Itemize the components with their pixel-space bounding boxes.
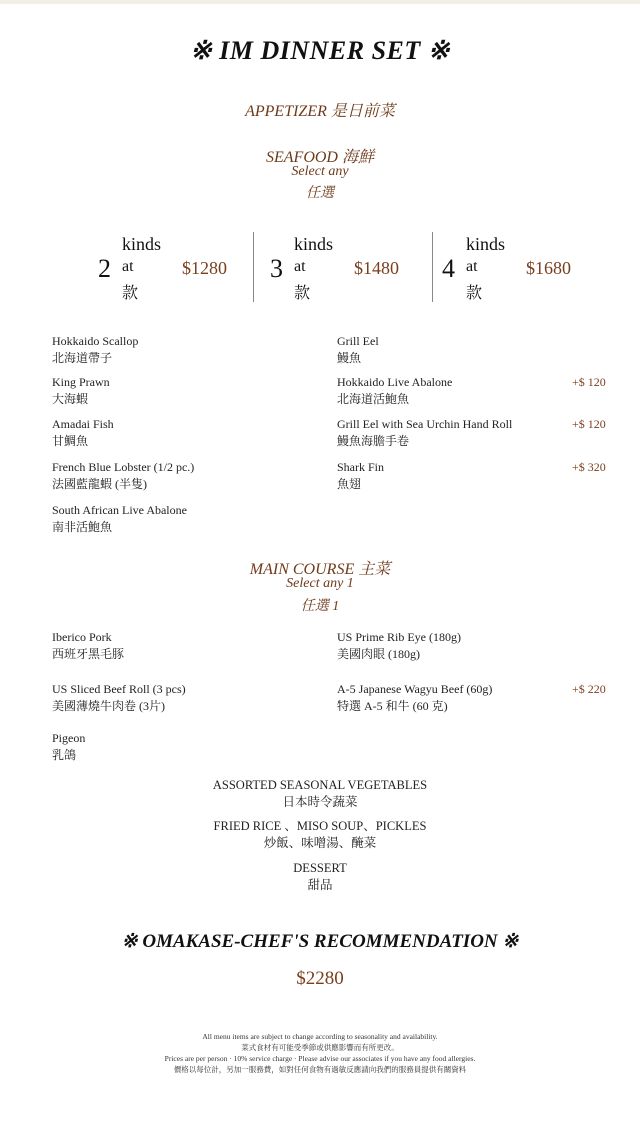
seafood-item: [337, 416, 512, 450]
main-item: [52, 730, 85, 764]
price-option-4: [442, 232, 592, 304]
item-name-zh: 特選 A-5 和牛 (60 克): [337, 699, 448, 713]
main-item: [52, 629, 124, 663]
surcharge-label: +$ 320: [572, 460, 606, 474]
item-name-en: King Prawn: [52, 375, 110, 389]
price-divider: [253, 232, 254, 302]
side-name-en: ASSORTED SEASONAL VEGETABLES: [212, 778, 428, 792]
option-kinds: kinds: [122, 234, 162, 254]
price-divider: [432, 232, 433, 302]
seafood-item: [52, 374, 110, 408]
option-count: 2: [98, 254, 111, 283]
fine-print: [0, 1031, 640, 1075]
main-select-en: Select any 1: [286, 576, 354, 591]
item-name-zh: 魚翅: [337, 477, 362, 491]
seafood-item: [337, 374, 452, 408]
fine-print-line: 價格以每位計，另加一服務費，如對任何食物有過敏反應請向我們的服務員提供有關資料: [173, 1065, 467, 1074]
item-name-zh: 乳鴿: [52, 748, 77, 762]
appetizer-heading: APPETIZER 是日前菜: [245, 103, 395, 120]
seafood-select-en: Select any: [291, 164, 349, 179]
side-name-zh: 日本時令蔬菜: [282, 795, 358, 809]
option-count: 3: [270, 254, 283, 283]
main-course-heading: MAIN COURSE 主菜: [249, 561, 391, 578]
item-name-en: Hokkaido Live Abalone: [337, 375, 453, 389]
seafood-item: [52, 416, 114, 450]
side-name-en: FRIED RICE 、MISO SOUP、PICKLES: [213, 819, 427, 833]
item-name-zh: 北海道帶子: [52, 351, 113, 365]
item-name-zh: 西班牙黑毛豚: [52, 647, 125, 661]
item-name-en: Grill Eel: [337, 334, 379, 348]
menu-title: ※ IM DINNER SET ※: [189, 36, 451, 65]
main-select-zh: 任選 1: [300, 599, 340, 614]
item-name-zh: 北海道活鮑魚: [337, 392, 410, 406]
main-item: [337, 681, 492, 715]
surcharge-label: +$ 120: [572, 417, 606, 431]
seafood-item: [337, 459, 384, 493]
side-name-en: DESSERT: [293, 861, 347, 875]
main-item: [337, 629, 461, 663]
item-name-zh: 南非活鮑魚: [52, 520, 113, 534]
side-name-zh: 甜品: [307, 878, 333, 892]
seafood-price-options: [88, 232, 588, 304]
option-kuan: 款: [466, 285, 483, 302]
item-name-en: Pigeon: [52, 731, 86, 745]
item-name-zh: 鰻魚: [337, 351, 362, 365]
side-item: [0, 777, 640, 811]
fine-print-line: Prices are per person · 10% service charge · Please advise our associates if you have any food allergies.: [164, 1054, 476, 1063]
item-name-en: South African Live Abalone: [52, 503, 187, 517]
surcharge-label: +$ 120: [572, 375, 606, 389]
item-name-zh: 法國藍龍蝦 (半隻): [52, 477, 147, 491]
option-price: $1680: [526, 258, 571, 278]
item-name-en: Grill Eel with Sea Urchin Hand Roll: [337, 417, 513, 431]
side-item: [0, 818, 640, 852]
side-name-zh: 炒飯、味噌湯、醃菜: [263, 836, 377, 850]
item-name-en: Hokkaido Scallop: [52, 334, 139, 348]
option-price: $1280: [182, 258, 227, 278]
item-name-zh: 美國薄燒牛肉卷 (3片): [52, 699, 165, 713]
item-name-en: A-5 Japanese Wagyu Beef (60g): [337, 682, 493, 696]
item-name-zh: 鰻魚海膽手卷: [337, 434, 410, 448]
option-kuan: 款: [294, 285, 311, 302]
fine-print-line: 菜式食材有可能受季節或供應影響而有所更改。: [241, 1043, 399, 1052]
seafood-item: [52, 502, 187, 536]
omakase-price: $2280: [296, 968, 344, 989]
price-option-3: [270, 232, 420, 304]
fine-print-line: All menu items are subject to change according to seasonality and availability.: [202, 1032, 438, 1041]
item-name-en: French Blue Lobster (1/2 pc.): [52, 460, 195, 474]
item-name-zh: 甘鯛魚: [52, 434, 89, 448]
item-name-en: Shark Fin: [337, 460, 385, 474]
main-item: [52, 681, 186, 715]
item-name-en: Amadai Fish: [52, 417, 114, 431]
omakase-title: ※ OMAKASE-CHEF'S RECOMMENDATION ※: [121, 931, 519, 952]
seafood-item: [52, 459, 194, 493]
side-item: [0, 860, 640, 894]
item-name-zh: 美國肉眼 (180g): [337, 647, 420, 661]
item-name-zh: 大海蝦: [52, 392, 89, 406]
item-name-en: US Prime Rib Eye (180g): [337, 630, 461, 644]
surcharge-label: +$ 220: [572, 682, 606, 696]
option-at: at: [466, 258, 478, 275]
seafood-heading: SEAFOOD 海鮮: [266, 149, 374, 166]
option-kinds: kinds: [294, 234, 334, 254]
item-name-en: Iberico Pork: [52, 630, 112, 644]
option-kinds: kinds: [466, 234, 506, 254]
option-kuan: 款: [122, 285, 139, 302]
item-name-en: US Sliced Beef Roll (3 pcs): [52, 682, 186, 696]
top-edge: [0, 0, 640, 4]
option-count: 4: [442, 254, 455, 283]
price-option-2: [98, 232, 248, 304]
option-at: at: [122, 258, 134, 275]
seafood-select-zh: 任選: [306, 186, 334, 201]
seafood-item: [337, 333, 379, 367]
option-at: at: [294, 258, 306, 275]
seafood-item: [52, 333, 138, 367]
option-price: $1480: [354, 258, 399, 278]
